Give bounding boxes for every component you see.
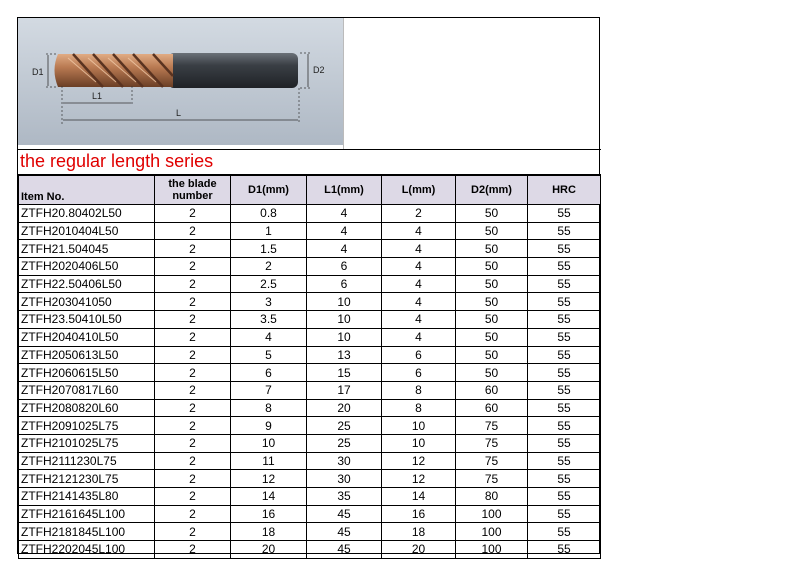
l1-cell: 45 — [307, 541, 382, 559]
hrc-cell: 55 — [528, 399, 601, 417]
spec-table — [18, 175, 601, 559]
d1-cell: 10 — [231, 434, 307, 452]
table-header-row — [19, 176, 601, 205]
hrc-cell: 55 — [528, 346, 601, 364]
blade-number-cell: 2 — [155, 240, 231, 258]
l-cell: 4 — [382, 311, 456, 329]
blade-number-cell: 2 — [155, 470, 231, 488]
l-cell: 4 — [382, 275, 456, 293]
d1-cell: 0.8 — [231, 205, 307, 223]
d2-cell: 60 — [456, 399, 528, 417]
l1-cell: 30 — [307, 452, 382, 470]
table-row — [19, 328, 601, 346]
blade-number-cell: 2 — [155, 222, 231, 240]
l1-cell: 10 — [307, 311, 382, 329]
l-cell: 10 — [382, 434, 456, 452]
header-l: L(mm) — [382, 176, 456, 205]
blade-number-cell: 2 — [155, 488, 231, 506]
table-row — [19, 222, 601, 240]
d2-cell: 50 — [456, 240, 528, 258]
item-no-cell: ZTFH2202045L100 — [19, 541, 155, 559]
item-no-cell: ZTFH2101025L75 — [19, 434, 155, 452]
item-no-cell: ZTFH2181845L100 — [19, 523, 155, 541]
hrc-cell: 55 — [528, 240, 601, 258]
item-no-cell: ZTFH2121230L75 — [19, 470, 155, 488]
item-no-cell: ZTFH2161645L100 — [19, 505, 155, 523]
table-row — [19, 452, 601, 470]
blade-number-cell: 2 — [155, 434, 231, 452]
l-cell: 2 — [382, 205, 456, 223]
l1-cell: 6 — [307, 275, 382, 293]
item-no-cell: ZTFH2091025L75 — [19, 417, 155, 435]
blade-number-cell: 2 — [155, 328, 231, 346]
hrc-cell: 55 — [528, 328, 601, 346]
blade-number-cell: 2 — [155, 452, 231, 470]
l-cell: 8 — [382, 381, 456, 399]
blade-number-cell: 2 — [155, 523, 231, 541]
series-title: the regular length series — [18, 149, 601, 175]
d1-cell: 5 — [231, 346, 307, 364]
blade-number-cell: 2 — [155, 505, 231, 523]
hrc-cell: 55 — [528, 452, 601, 470]
l1-cell: 30 — [307, 470, 382, 488]
shank-shape — [168, 53, 298, 88]
hrc-cell: 55 — [528, 434, 601, 452]
item-no-cell: ZTFH2040410L50 — [19, 328, 155, 346]
table-row — [19, 293, 601, 311]
table-row — [19, 523, 601, 541]
l1-cell: 45 — [307, 505, 382, 523]
table-row — [19, 417, 601, 435]
d2-cell: 100 — [456, 505, 528, 523]
item-no-cell: ZTFH2010404L50 — [19, 222, 155, 240]
hrc-cell: 55 — [528, 470, 601, 488]
d2-cell: 60 — [456, 381, 528, 399]
d2-cell: 50 — [456, 222, 528, 240]
hrc-cell: 55 — [528, 205, 601, 223]
item-no-cell: ZTFH23.50410L50 — [19, 311, 155, 329]
d1-cell: 1 — [231, 222, 307, 240]
l-cell: 16 — [382, 505, 456, 523]
blade-number-cell: 2 — [155, 346, 231, 364]
table-row — [19, 505, 601, 523]
diagram-blank-area — [343, 18, 601, 149]
d2-cell: 75 — [456, 434, 528, 452]
table-body — [19, 205, 601, 559]
d2-cell: 50 — [456, 275, 528, 293]
hrc-cell: 55 — [528, 381, 601, 399]
l-cell: 12 — [382, 470, 456, 488]
d1-cell: 2.5 — [231, 275, 307, 293]
hrc-cell: 55 — [528, 541, 601, 559]
d2-cell: 50 — [456, 205, 528, 223]
header-l1: L1(mm) — [307, 176, 382, 205]
l1-label: L1 — [92, 91, 103, 101]
table-row — [19, 240, 601, 258]
table-row — [19, 488, 601, 506]
diagram-area — [18, 18, 601, 150]
d1-cell: 11 — [231, 452, 307, 470]
d2-cell: 75 — [456, 470, 528, 488]
d1-cell: 16 — [231, 505, 307, 523]
blade-number-cell: 2 — [155, 293, 231, 311]
l1-cell: 25 — [307, 434, 382, 452]
l-label: L — [176, 108, 182, 118]
d2-label: D2 — [313, 65, 325, 75]
item-no-cell: ZTFH21.504045 — [19, 240, 155, 258]
hrc-cell: 55 — [528, 505, 601, 523]
d2-cell: 50 — [456, 364, 528, 382]
l-cell: 12 — [382, 452, 456, 470]
d1-cell: 20 — [231, 541, 307, 559]
l-cell: 6 — [382, 364, 456, 382]
l-cell: 6 — [382, 346, 456, 364]
table-row — [19, 205, 601, 223]
item-no-cell: ZTFH2111230L75 — [19, 452, 155, 470]
item-no-cell: ZTFH2070817L60 — [19, 381, 155, 399]
l-cell: 14 — [382, 488, 456, 506]
d1-cell: 14 — [231, 488, 307, 506]
item-no-cell: ZTFH2141435L80 — [19, 488, 155, 506]
d2-cell: 50 — [456, 293, 528, 311]
item-no-cell: ZTFH22.50406L50 — [19, 275, 155, 293]
item-no-cell: ZTFH2020406L50 — [19, 258, 155, 276]
d2-cell: 50 — [456, 258, 528, 276]
d2-cell: 50 — [456, 328, 528, 346]
l1-cell: 13 — [307, 346, 382, 364]
l-cell: 8 — [382, 399, 456, 417]
l1-cell: 45 — [307, 523, 382, 541]
l-cell: 4 — [382, 293, 456, 311]
item-no-cell: ZTFH203041050 — [19, 293, 155, 311]
d1-cell: 3.5 — [231, 311, 307, 329]
l-cell: 4 — [382, 240, 456, 258]
blade-number-cell: 2 — [155, 417, 231, 435]
table-row — [19, 275, 601, 293]
d1-cell: 3 — [231, 293, 307, 311]
d1-label: D1 — [32, 67, 44, 77]
d1-cell: 6 — [231, 364, 307, 382]
l1-cell: 35 — [307, 488, 382, 506]
d1-cell: 2 — [231, 258, 307, 276]
l-cell: 10 — [382, 417, 456, 435]
end-mill-diagram — [18, 18, 343, 145]
item-no-cell: ZTFH2050613L50 — [19, 346, 155, 364]
l1-cell: 17 — [307, 381, 382, 399]
l1-cell: 25 — [307, 417, 382, 435]
l-cell: 4 — [382, 328, 456, 346]
d2-cell: 80 — [456, 488, 528, 506]
table-row — [19, 381, 601, 399]
d2-cell: 100 — [456, 541, 528, 559]
hrc-cell: 55 — [528, 417, 601, 435]
table-row — [19, 346, 601, 364]
l1-cell: 6 — [307, 258, 382, 276]
d1-cell: 8 — [231, 399, 307, 417]
blade-number-cell: 2 — [155, 364, 231, 382]
l-cell: 4 — [382, 258, 456, 276]
d2-cell: 75 — [456, 452, 528, 470]
d1-cell: 18 — [231, 523, 307, 541]
hrc-cell: 55 — [528, 222, 601, 240]
item-no-cell: ZTFH2060615L50 — [19, 364, 155, 382]
header-item-no: Item No. — [19, 176, 155, 205]
header-d2: D2(mm) — [456, 176, 528, 205]
header-blade-number: the blade number — [155, 176, 231, 205]
blade-number-cell: 2 — [155, 541, 231, 559]
l1-cell: 10 — [307, 328, 382, 346]
hrc-cell: 55 — [528, 488, 601, 506]
table-row — [19, 434, 601, 452]
table-row — [19, 311, 601, 329]
d1-cell: 9 — [231, 417, 307, 435]
table-row — [19, 470, 601, 488]
item-no-cell: ZTFH2080820L60 — [19, 399, 155, 417]
hrc-cell: 55 — [528, 293, 601, 311]
d2-cell: 75 — [456, 417, 528, 435]
blade-number-cell: 2 — [155, 311, 231, 329]
hrc-cell: 55 — [528, 258, 601, 276]
l1-cell: 20 — [307, 399, 382, 417]
table-row — [19, 364, 601, 382]
hrc-cell: 55 — [528, 275, 601, 293]
d1-cell: 7 — [231, 381, 307, 399]
l-cell: 20 — [382, 541, 456, 559]
d2-cell: 50 — [456, 311, 528, 329]
hrc-cell: 55 — [528, 311, 601, 329]
hrc-cell: 55 — [528, 523, 601, 541]
hrc-cell: 55 — [528, 364, 601, 382]
l-cell: 18 — [382, 523, 456, 541]
table-row — [19, 258, 601, 276]
d2-cell: 100 — [456, 523, 528, 541]
blade-number-cell: 2 — [155, 275, 231, 293]
l-cell: 4 — [382, 222, 456, 240]
l1-cell: 15 — [307, 364, 382, 382]
spec-sheet — [17, 17, 600, 557]
d1-cell: 4 — [231, 328, 307, 346]
table-row — [19, 399, 601, 417]
d1-cell: 1.5 — [231, 240, 307, 258]
table-row — [19, 541, 601, 559]
blade-number-cell: 2 — [155, 399, 231, 417]
flute-shape — [55, 54, 174, 87]
blade-number-cell: 2 — [155, 258, 231, 276]
l1-cell: 4 — [307, 240, 382, 258]
l1-cell: 4 — [307, 205, 382, 223]
header-d1: D1(mm) — [231, 176, 307, 205]
blade-number-cell: 2 — [155, 205, 231, 223]
d1-cell: 12 — [231, 470, 307, 488]
l1-cell: 4 — [307, 222, 382, 240]
item-no-cell: ZTFH20.80402L50 — [19, 205, 155, 223]
blade-number-cell: 2 — [155, 381, 231, 399]
d2-cell: 50 — [456, 346, 528, 364]
l1-cell: 10 — [307, 293, 382, 311]
header-hrc: HRC — [528, 176, 601, 205]
